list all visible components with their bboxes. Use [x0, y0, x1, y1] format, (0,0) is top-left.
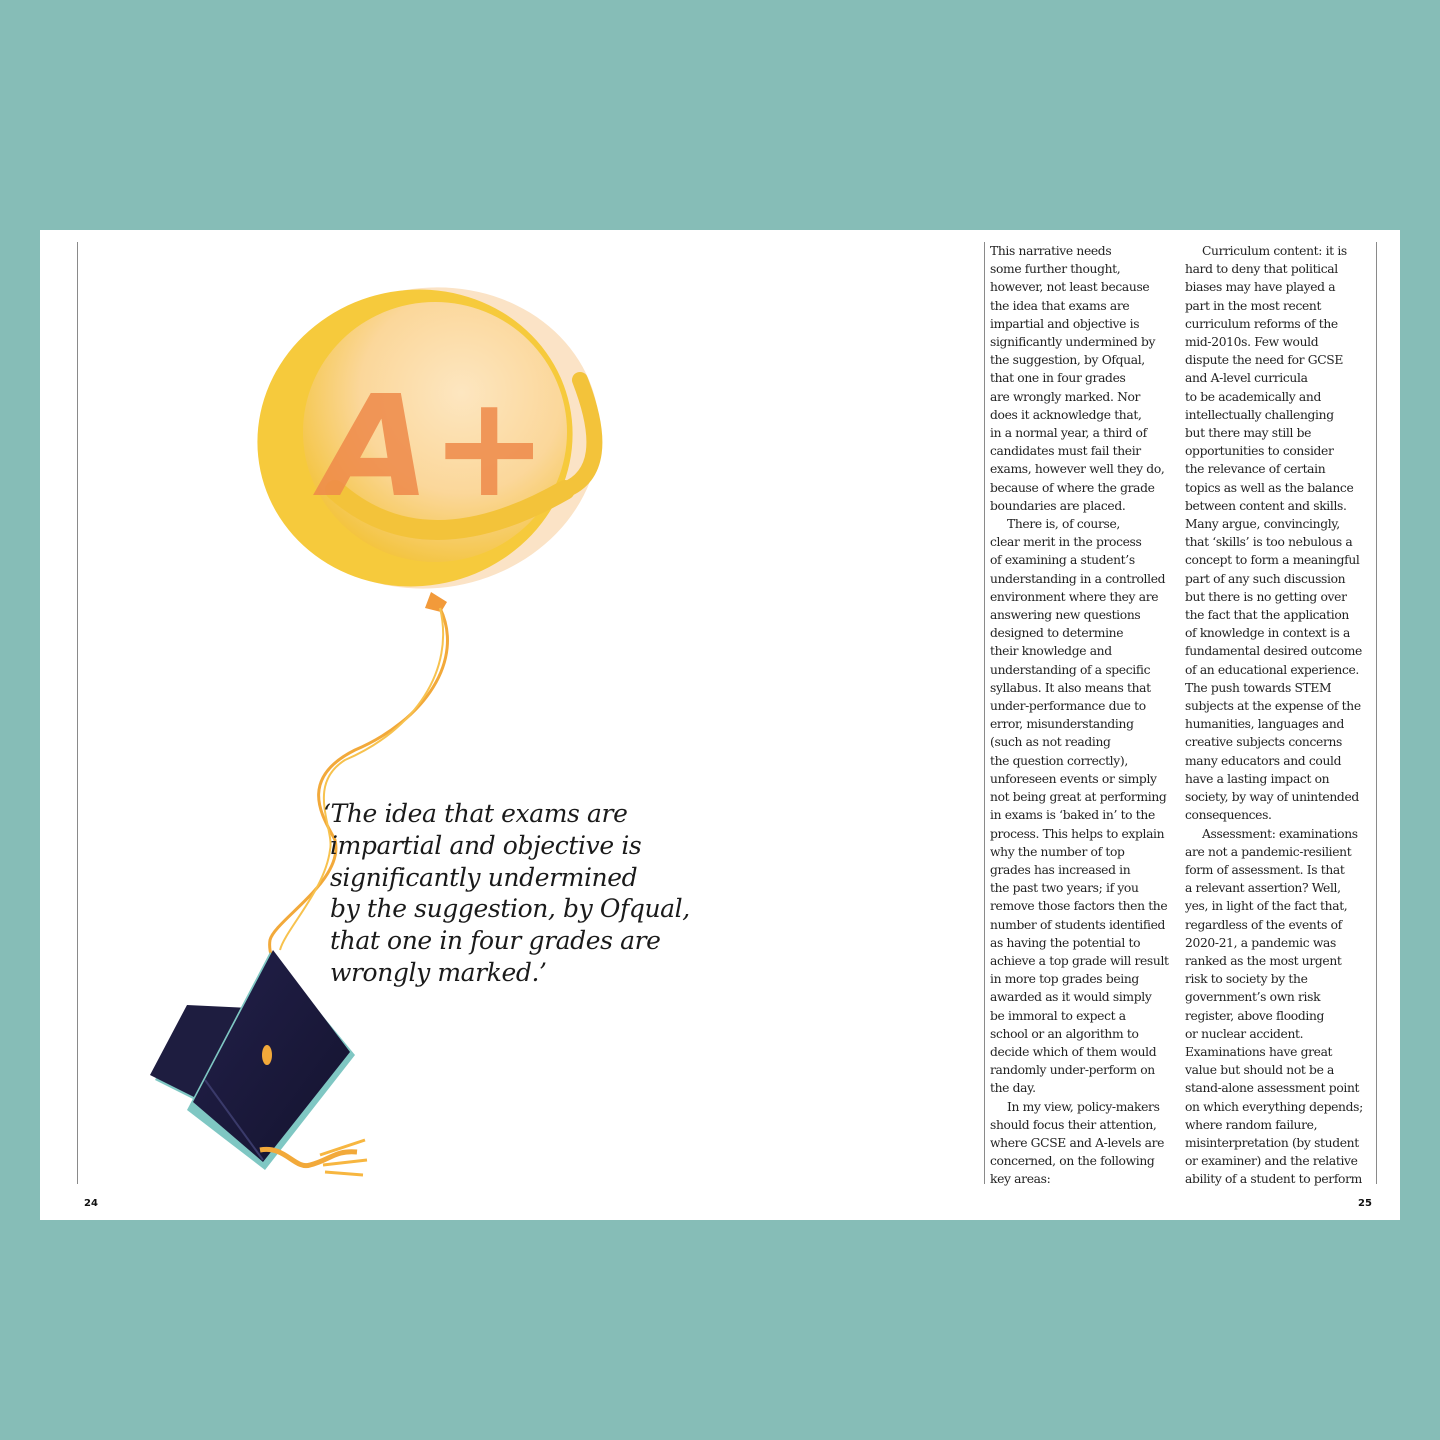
body-text-line: the question correctly),: [990, 753, 1128, 768]
body-text-line: part in the most recent: [1185, 298, 1322, 313]
body-text-line: answering new questions: [990, 608, 1141, 623]
body-text-line: There is, of course,: [1007, 517, 1120, 532]
body-text-line: why the number of top: [990, 844, 1125, 859]
body-text-line: The push towards STEM: [1185, 680, 1332, 695]
column-rule: [984, 242, 985, 1184]
body-text-line: randomly under-perform on: [990, 1063, 1155, 1078]
body-text-line: in exams is ‘baked in’ to the: [990, 808, 1155, 823]
body-text-line: impartial and objective is: [990, 316, 1140, 331]
body-text-line: where random failure,: [1185, 1117, 1318, 1132]
body-text-line: curriculum reforms of the: [1185, 316, 1338, 331]
body-text-line: understanding of a specific: [990, 662, 1151, 677]
body-text-line: because of where the grade: [990, 480, 1155, 495]
body-text-line: achieve a top grade will result: [990, 953, 1169, 968]
pull-quote-line: impartial and objective is: [330, 830, 642, 860]
body-text-line: the idea that exams are: [990, 298, 1130, 313]
body-text-line: where GCSE and A-levels are: [990, 1135, 1165, 1150]
body-text-line: or nuclear accident.: [1185, 1026, 1304, 1041]
body-text-line: 2020-21, a pandemic was: [1185, 935, 1336, 950]
body-text-line: in a normal year, a third of: [990, 426, 1147, 441]
body-text-line: some further thought,: [990, 262, 1121, 277]
body-text-line: error, misunderstanding: [990, 717, 1134, 732]
body-text-line: process. This helps to explain: [990, 826, 1165, 841]
body-text-line: consequences.: [1185, 808, 1272, 823]
body-column-1: [990, 242, 1176, 1189]
body-text-line: hard to deny that political: [1185, 262, 1338, 277]
body-text-line: the relevance of certain: [1185, 462, 1326, 477]
body-text-line: exams, however well they do,: [990, 462, 1165, 477]
body-text-line: in more top grades being: [990, 972, 1139, 987]
body-text-line: between content and skills.: [1185, 498, 1347, 513]
body-text-line: under-performance due to: [990, 699, 1146, 714]
body-column-2: [1185, 242, 1375, 1189]
body-text-line: the suggestion, by Ofqual,: [990, 353, 1145, 368]
body-text-line: intellectually challenging: [1185, 407, 1334, 422]
body-text-line: the past two years; if you: [990, 881, 1139, 896]
page-number-left: 24: [84, 1198, 98, 1209]
body-text-line: key areas:: [990, 1172, 1051, 1187]
body-text-line: society, by way of unintended: [1185, 790, 1359, 805]
balloon-graduation-cap-illustration: [95, 240, 675, 1200]
magazine-spread: [40, 230, 1400, 1220]
body-text-line: and A-level curricula: [1185, 371, 1308, 386]
body-text-line: Assessment: examinations: [1202, 826, 1358, 841]
body-text-line: candidates must fail their: [990, 444, 1141, 459]
body-text-line: the fact that the application: [1185, 608, 1349, 623]
body-text-line: subjects at the expense of the: [1185, 699, 1361, 714]
page-number-right: 25: [1358, 1198, 1372, 1209]
body-text-line: to be academically and: [1185, 389, 1321, 404]
body-text-line: yes, in light of the fact that,: [1185, 899, 1348, 914]
body-text-line: not being great at performing: [990, 790, 1167, 805]
body-text-line: ability of a student to perform: [1185, 1172, 1362, 1187]
pull-quote-line: ‘The idea that exams are: [323, 799, 628, 828]
body-text-line: of knowledge in context is a: [1185, 626, 1350, 641]
body-text-line: have a lasting impact on: [1185, 771, 1330, 786]
body-text-line: be immoral to expect a: [990, 1008, 1126, 1023]
body-text-line: register, above flooding: [1185, 1008, 1325, 1023]
body-text-line: Many argue, convincingly,: [1185, 517, 1340, 532]
body-text-line: concept to form a meaningful: [1185, 553, 1360, 568]
body-text-line: biases may have played a: [1185, 280, 1336, 295]
body-text-line: syllabus. It also means that: [990, 680, 1151, 695]
pull-quote-line: wrongly marked.’: [330, 957, 547, 987]
body-text-line: fundamental desired outcome: [1185, 644, 1362, 659]
body-text-line: awarded as it would simply: [990, 990, 1152, 1005]
body-text-line: a relevant assertion? Well,: [1185, 881, 1341, 896]
body-text-line: regardless of the events of: [1185, 917, 1342, 932]
body-text-line: however, not least because: [990, 280, 1150, 295]
body-text-line: misinterpretation (by student: [1185, 1135, 1359, 1150]
pull-quote: [323, 798, 690, 989]
body-text-line: decide which of them would: [990, 1044, 1157, 1059]
body-text-line: remove those factors then the: [990, 899, 1168, 914]
body-text-line: grades has increased in: [990, 862, 1131, 877]
body-text-line: that one in four grades: [990, 371, 1126, 386]
body-text-line: form of assessment. Is that: [1185, 862, 1345, 877]
body-text-line: significantly undermined by: [990, 335, 1156, 350]
body-text-line: should focus their attention,: [990, 1117, 1157, 1132]
balloon-icon: [230, 260, 624, 615]
body-text-line: designed to determine: [990, 626, 1124, 641]
body-text-line: ranked as the most urgent: [1185, 953, 1342, 968]
body-text-line: government’s own risk: [1185, 990, 1321, 1005]
body-text-line: as having the potential to: [990, 935, 1141, 950]
body-text-line: of an educational experience.: [1185, 662, 1359, 677]
body-text-line: value but should not be a: [1185, 1063, 1335, 1078]
body-text-line: but there may still be: [1185, 426, 1312, 441]
right-margin-rule: [1376, 242, 1377, 1184]
body-text-line: does it acknowledge that,: [990, 407, 1142, 422]
pull-quote-line: that one in four grades are: [330, 926, 661, 956]
body-text-line: humanities, languages and: [1185, 717, 1345, 732]
body-text-line: are not a pandemic-resilient: [1185, 844, 1352, 859]
body-text-line: are wrongly marked. Nor: [990, 389, 1141, 404]
pull-quote-line: by the suggestion, by Ofqual,: [330, 894, 690, 924]
body-text-line: topics as well as the balance: [1185, 480, 1354, 495]
body-text-line: opportunities to consider: [1185, 444, 1334, 459]
body-text-line: In my view, policy-makers: [1007, 1099, 1160, 1114]
body-text-line: Curriculum content: it is: [1202, 244, 1347, 258]
body-text-line: stand-alone assessment point: [1185, 1081, 1360, 1096]
body-text-line: their knowledge and: [990, 644, 1112, 659]
body-text-line: that ‘skills’ is too nebulous a: [1185, 535, 1353, 550]
body-text-line: dispute the need for GCSE: [1185, 353, 1343, 368]
body-text-line: clear merit in the process: [990, 535, 1142, 550]
body-text-line: part of any such discussion: [1185, 571, 1346, 586]
body-text-line: school or an algorithm to: [990, 1026, 1139, 1041]
body-text-line: This narrative needs: [990, 244, 1112, 258]
body-text-line: risk to society by the: [1185, 972, 1308, 987]
body-text-line: many educators and could: [1185, 753, 1342, 768]
body-text-line: on which everything depends;: [1185, 1099, 1363, 1114]
body-text-line: concerned, on the following: [990, 1154, 1155, 1169]
body-text-line: number of students identified: [990, 917, 1166, 932]
left-margin-rule: [77, 242, 78, 1184]
body-text-line: environment where they are: [990, 589, 1159, 604]
body-text-line: the day.: [990, 1081, 1036, 1096]
body-text-line: boundaries are placed.: [990, 498, 1126, 513]
body-text-line: understanding in a controlled: [990, 571, 1166, 586]
body-text-line: but there is no getting over: [1185, 589, 1347, 604]
body-text-line: mid-2010s. Few would: [1185, 335, 1319, 350]
body-text-line: (such as not reading: [990, 735, 1111, 750]
body-text-line: or examiner) and the relative: [1185, 1154, 1358, 1169]
body-text-line: unforeseen events or simply: [990, 771, 1157, 786]
body-text-line: creative subjects concerns: [1185, 735, 1343, 750]
body-text-line: of examining a student’s: [990, 553, 1135, 568]
body-text-line: Examinations have great: [1185, 1044, 1333, 1059]
pull-quote-line: significantly undermined: [330, 862, 638, 892]
balloon-text: A+: [322, 366, 548, 529]
